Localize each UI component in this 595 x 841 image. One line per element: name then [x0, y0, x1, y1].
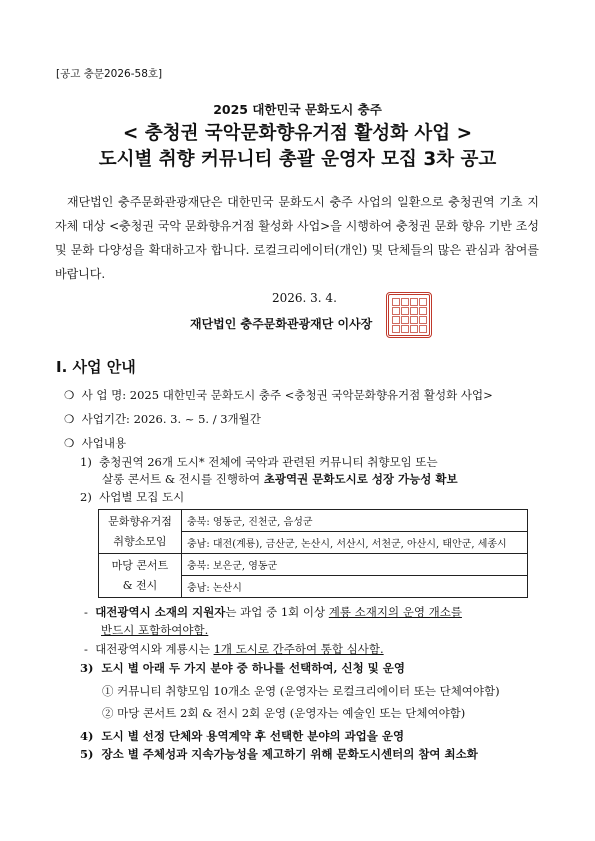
list-item [64, 387, 493, 403]
bullet-icon: ❍ [64, 436, 75, 450]
content-line2-plain: 살롱 콘서트 & 전시를 진행하여 [102, 472, 264, 486]
note-integration: - 대전광역시와 계룡시는 1개 도시로 간주하여 통합 심사함. [84, 642, 384, 656]
official-seal-icon [386, 292, 432, 338]
project-content-label: 사업내용 [81, 436, 127, 450]
item-number: 5) [80, 747, 94, 761]
note-daejeon: - 대전광역시 소재의 지원자는 과업 중 1회 이상 계룡 소재지의 운영 개소를 [84, 605, 462, 619]
content-line2-emphasis: 초광역권 문화도시로 성장 가능성 확보 [263, 472, 458, 486]
intro-text: 재단법인 충주문화관광재단은 대한민국 문화도시 충주 사업의 일환으로 충청권역 기초 지자체 대상 <충청권 국악 문화향유거점 활성화 사업>을 시행하여 충청권 문화 향유 기반 조성 및 문화 다양성을 확대하고자 합니다. 로컬크리에이터(개인) 및 단체들의 많은 관심과 참여를 바랍니다. [55, 195, 539, 281]
list-item [64, 435, 126, 451]
content-item-5-text: 장소 별 주체성과 지속가능성을 제고하기 위해 문화도시센터의 참여 최소화 [101, 747, 478, 761]
content-line1: 충청권역 26개 도시* 전체에 국악과 관련된 커뮤니티 취향모임 또는 [99, 455, 438, 469]
table-cell: 충북: 보은군, 영동군 [182, 554, 528, 576]
project-name: 사 업 명: 2025 대한민국 문화도시 충주 <충청권 국악문화향유거점 활성화 사업> [81, 388, 493, 402]
table-row [99, 510, 528, 532]
notice-header [0, 100, 595, 173]
note1-bold: 대전광역시 소재의 지원자 [95, 605, 226, 619]
section-title: Ⅰ. 사업 안내 [56, 358, 136, 376]
content-item-2 [80, 489, 184, 505]
table-category-cell [99, 554, 182, 598]
note1-underline: 계룡 소재지의 운영 개소를 [328, 605, 462, 619]
table-cell: 충남: 논산시 [182, 576, 528, 598]
content-item-4-text: 도시 별 선정 단체와 용역계약 후 선택한 분야의 과업을 운영 [101, 729, 405, 743]
notice-date: 2026. 3. 4. [272, 291, 337, 305]
notice-subtitle: 2025 대한민국 문화도시 충주 [213, 102, 382, 117]
table-row [99, 554, 528, 576]
notice-title-line1: < 충청권 국악문화향유거점 활성화 사업 > [122, 123, 473, 144]
category-line1: 문화향유거점 [108, 514, 172, 528]
note1-mid: 는 과업 중 1회 이상 [225, 605, 329, 619]
content-item-1-line2 [102, 471, 458, 487]
issuing-organization: 재단법인 충주문화관광재단 이사장 [190, 317, 373, 331]
content-item-5 [80, 746, 478, 762]
note1-line2: 반드시 포함하여야함. [101, 623, 209, 637]
category-line2: & 전시 [122, 578, 158, 592]
content-item-4 [80, 728, 404, 744]
table-category-cell [99, 510, 182, 554]
content-item-3-text: 도시 별 아래 두 가지 분야 중 하나를 선택하여, 신청 및 운영 [101, 661, 406, 675]
list-item [64, 411, 261, 427]
bullet-icon: ❍ [64, 412, 75, 426]
content-item-3 [80, 660, 405, 676]
category-line1: 마당 콘서트 [111, 558, 169, 572]
item-number: 2) [80, 490, 92, 504]
category-line2: 취향소모임 [113, 534, 167, 548]
notice-title-line2: 도시별 취향 커뮤니티 총괄 운영자 모집 3차 공고 [98, 149, 497, 170]
item-number: 1) [80, 455, 92, 469]
content-item-2-text: 사업별 모집 도시 [99, 490, 185, 504]
table-cell: 충북: 영동군, 진천군, 음성군 [182, 510, 528, 532]
note2-underline: 1개 도시로 간주하여 통합 심사함. [213, 642, 384, 656]
content-item-1 [80, 454, 438, 470]
bullet-icon: ❍ [64, 388, 75, 402]
notice-number: [공고 충문2026-58호] [56, 68, 163, 80]
recruit-cities-table [98, 509, 528, 598]
field-option-2: ② 마당 콘서트 2회 & 전시 2회 운영 (운영자는 예술인 또는 단체여야함) [102, 706, 466, 720]
project-period: 사업기간: 2026. 3. ~ 5. / 3개월간 [81, 412, 261, 426]
item-number: 4) [80, 729, 94, 743]
item-number: 3) [80, 661, 94, 675]
intro-paragraph [55, 190, 539, 286]
field-option-1: ① 커뮤니티 취향모임 10개소 운영 (운영자는 로컬크리에이터 또는 단체여야함) [102, 684, 500, 698]
table-cell: 충남: 대전(계룡), 금산군, 논산시, 서산시, 서천군, 아산시, 태안군, 세종시 [182, 532, 528, 554]
note2-plain: 대전광역시와 계룡시는 [95, 642, 214, 656]
